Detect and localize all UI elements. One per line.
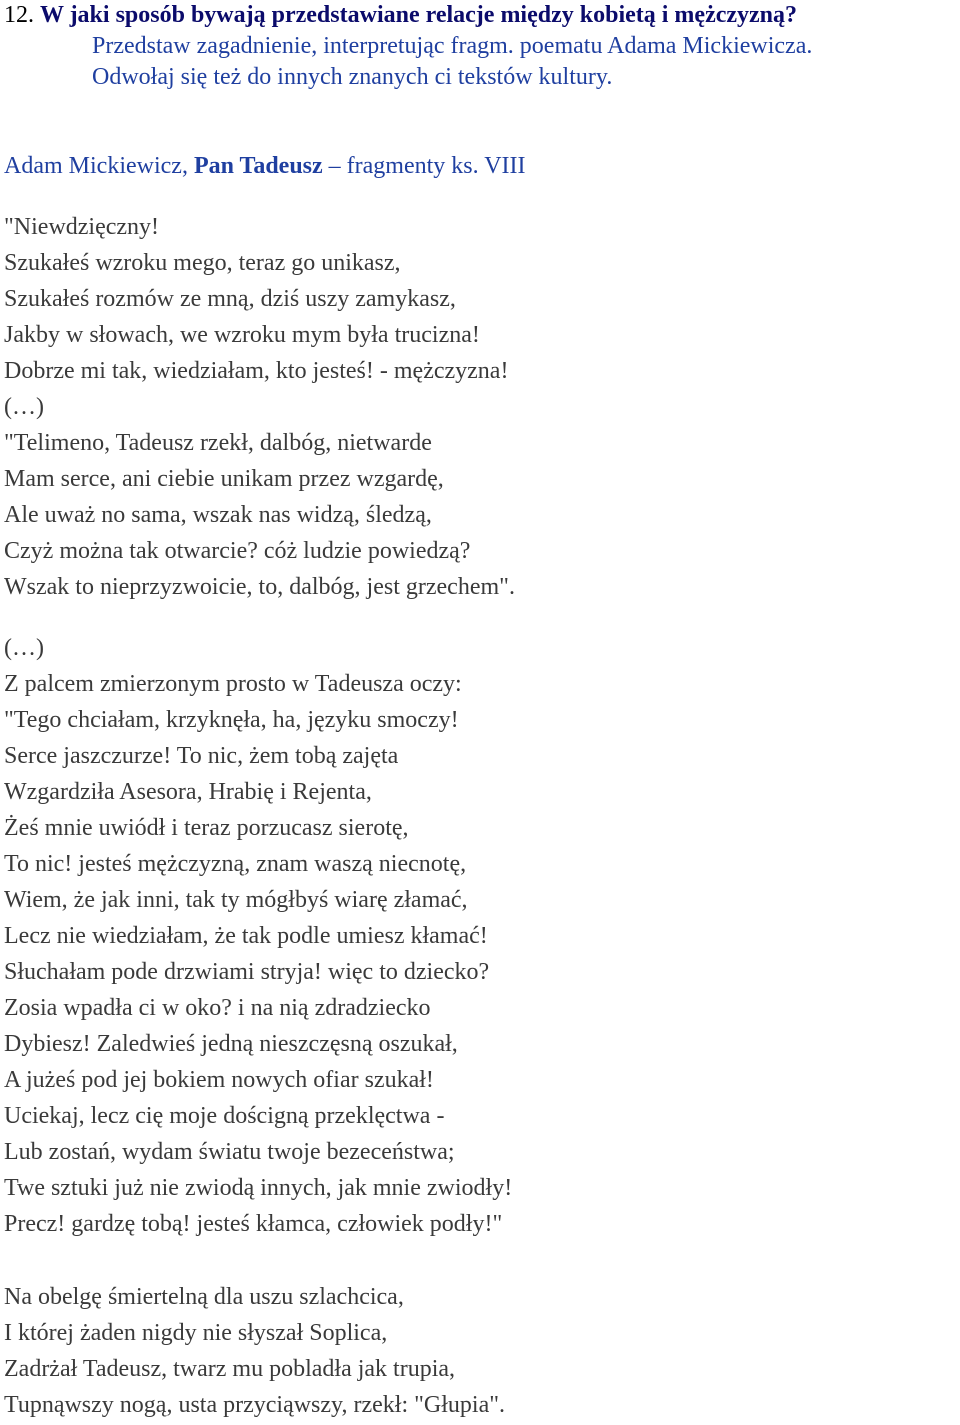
poem-line: "Tego chciałam, krzyknęła, ha, języku smoczy! xyxy=(4,707,459,733)
source-author: Adam Mickiewicz, xyxy=(4,153,194,179)
question-instruction-2: Odwołaj się też do innych znanych ci tekstów kultury. xyxy=(92,64,613,90)
poem-line: Słuchałam pode drzwiami stryja! więc to dziecko? xyxy=(4,959,490,985)
poem-line: Szukałeś wzroku mego, teraz go unikasz, xyxy=(4,250,401,276)
poem-line: Dobrze mi tak, wiedziałam, kto jesteś! - mężczyzna! xyxy=(4,358,509,384)
poem-line: "Niewdzięczny! xyxy=(4,214,160,240)
poem-line: Zosia wpadła ci w oko? i na nią zdradziecko xyxy=(4,995,431,1021)
question-number: 12. xyxy=(4,2,34,28)
poem-line: "Telimeno, Tadeusz rzekł, dalbóg, nietwarde xyxy=(4,430,432,456)
question-instruction-1: Przedstaw zagadnienie, interpretując fragm. poematu Adama Mickiewicza. xyxy=(92,33,813,59)
poem-line: Zadrżał Tadeusz, twarz mu pobladła jak trupia, xyxy=(4,1356,456,1382)
source-fragment-info: – fragmenty ks. VIII xyxy=(322,153,526,179)
poem-line: Uciekaj, lecz cię moje dościgną przeklęctwa - xyxy=(4,1103,445,1129)
poem-line: Serce jaszczurze! To nic, żem tobą zajęta xyxy=(4,743,399,769)
source-line xyxy=(4,151,526,181)
poem-line: Wiem, że jak inni, tak ty mógłbyś wiarę złamać, xyxy=(4,887,468,913)
question-title-text: W jaki sposób bywają przedstawiane relacje między kobietą i mężczyzną? xyxy=(40,2,798,28)
question-title xyxy=(4,0,797,30)
poem-line: Na obelgę śmiertelną dla uszu szlachcica, xyxy=(4,1284,404,1310)
poem-line: Wzgardziła Asesora, Hrabię i Rejenta, xyxy=(4,779,372,805)
source-work-title: Pan Tadeusz xyxy=(193,153,323,179)
poem-line: A jużeś pod jej bokiem nowych ofiar szukał! xyxy=(4,1067,434,1093)
poem-line: Dybiesz! Zaledwieś jedną nieszczęsną oszukał, xyxy=(4,1031,458,1057)
poem-line: Tupnąwszy nogą, usta przyciąwszy, rzekł: "Głupia". xyxy=(4,1392,506,1418)
poem-line: Ale uważ no sama, wszak nas widzą, śledzą, xyxy=(4,502,432,528)
poem-line: Żeś mnie uwiódł i teraz porzucasz sierotę, xyxy=(4,815,409,841)
poem-ellipsis: (…) xyxy=(4,394,44,420)
poem-line: I której żaden nigdy nie słyszał Soplica, xyxy=(4,1320,388,1346)
poem-line: Jakby w słowach, we wzroku mym była trucizna! xyxy=(4,322,480,348)
poem-line: Z palcem zmierzonym prosto w Tadeusza oczy: xyxy=(4,671,462,697)
poem-line: Lub zostań, wydam światu twoje bezeceństwa; xyxy=(4,1139,455,1165)
poem-line: Precz! gardzę tobą! jesteś kłamca, człowiek podły!" xyxy=(4,1211,503,1237)
poem-ellipsis: (…) xyxy=(4,635,44,661)
poem-line: Wszak to nieprzyzwoicie, to, dalbóg, jest grzechem". xyxy=(4,574,515,600)
poem-line: Czyż można tak otwarcie? cóż ludzie powiedzą? xyxy=(4,538,471,564)
poem-line: Szukałeś rozmów ze mną, dziś uszy zamykasz, xyxy=(4,286,456,312)
poem-line: Lecz nie wiedziałam, że tak podle umiesz kłamać! xyxy=(4,923,488,949)
poem-line: To nic! jesteś mężczyzną, znam waszą niecnotę, xyxy=(4,851,467,877)
poem-line: Mam serce, ani ciebie unikam przez wzgardę, xyxy=(4,466,444,492)
poem-line: Twe sztuki już nie zwiodą innych, jak mnie zwiodły! xyxy=(4,1175,513,1201)
